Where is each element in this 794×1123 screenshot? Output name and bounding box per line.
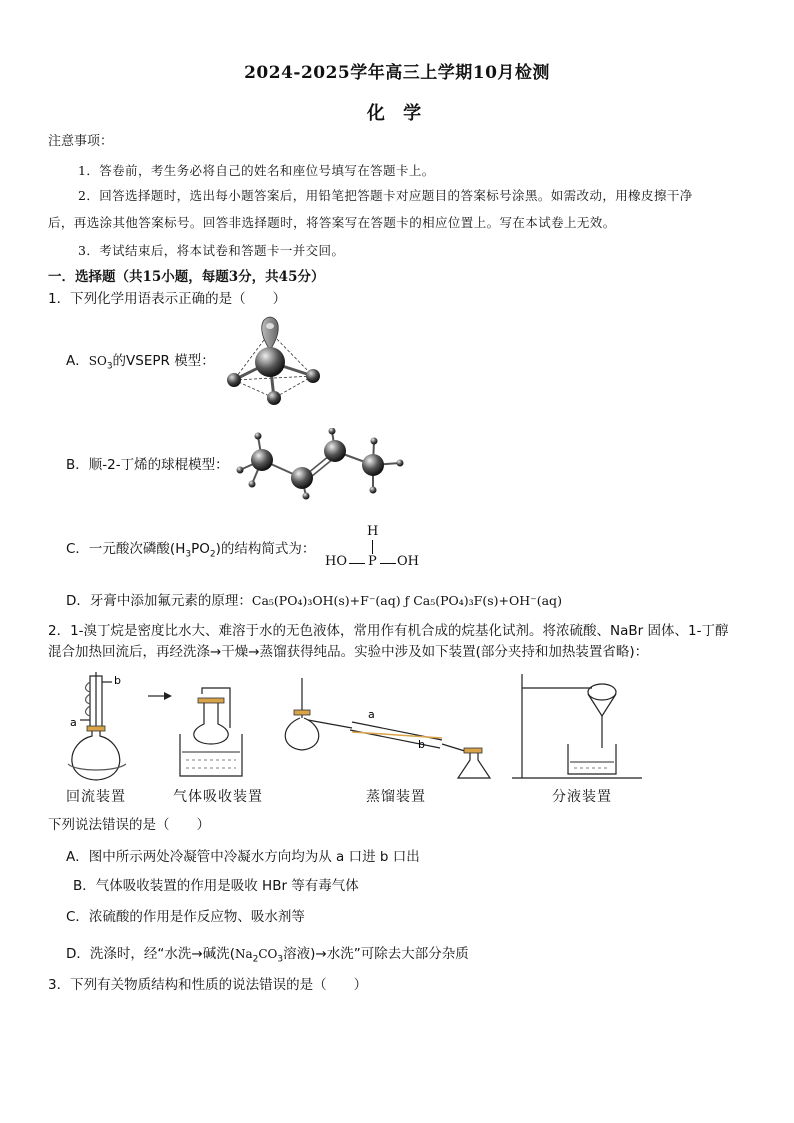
section-heading: 一．选择题（共15小题，每题3分，共45分） [48, 269, 325, 285]
caption-gas-absorber: 气体吸收装置 [173, 789, 263, 805]
q1-stem: 1．下列化学用语表示正确的是（ ） [48, 291, 287, 307]
notice-item-2: 2．回答选择题时，选出每小题答案后，用铅笔把答题卡对应题目的答案标号涂黑。如需改动，用橡皮擦干净 [78, 188, 693, 203]
q1-a-suffix: 的VSEPR 模型： [112, 353, 215, 369]
q1-a-prefix: A． [66, 353, 89, 369]
notice-item-1: 1．答卷前，考生务必将自己的姓名和座位号填写在答题卡上。 [78, 163, 435, 178]
q1-a-formula: SO [88, 354, 107, 368]
h3po2-structure [325, 524, 421, 574]
q1-d-prefix: D．牙膏中添加氟元素的原理： [66, 593, 252, 609]
reflux-label-b: b [114, 674, 121, 687]
q2-d-s1: 2 [252, 954, 259, 965]
q1-d-equation: Ca₅(PO₄)₃OH(s)+F⁻(aq) ƒ Ca₅(PO₄)₃F(s)+OH⁻(aq) [251, 593, 562, 608]
reflux-label-a: a [70, 716, 77, 729]
notice-item-3: 3．考试结束后，将本试卷和答题卡一并交回。 [78, 243, 345, 258]
struct-bond-left [349, 563, 365, 564]
q2-d-prefix: D．洗涤时，经“水洗→碱洗( [66, 946, 235, 962]
q1-c-suffix: )的结构简式为： [215, 541, 316, 557]
notice-item-2-cont: 后，再选涂其他答案标号。回答非选择题时，将答案写在答题卡的相应位置上。写在本试卷上无效。 [48, 215, 616, 230]
q1-option-d [66, 591, 562, 611]
caption-distillation: 蒸馏装置 [366, 789, 426, 805]
exam-subject: 化 学 [366, 103, 428, 124]
exam-title: 2024-2025学年高三上学期10月检测 [244, 63, 550, 83]
notice-heading: 注意事项： [48, 134, 114, 149]
q2-option-a: A．图中所示两处冷凝管中冷凝水方向均为从 a 口进 b 口出 [66, 849, 420, 865]
q1-option-a [66, 352, 215, 377]
caption-reflux: 回流装置 [66, 789, 126, 805]
caption-separatory: 分液装置 [552, 789, 612, 805]
q2-d-s2: 3 [277, 954, 284, 965]
q1-c-prefix: C．一元酸次磷酸(H [66, 541, 186, 557]
q2-d-suffix: 溶液)→水洗”可除去大部分杂质 [283, 946, 469, 962]
q2-option-b: B．气体吸收装置的作用是吸收 HBr 等有毒气体 [73, 878, 359, 894]
so3-vsepr-model-figure [220, 312, 330, 412]
cis-2-butene-model-figure [232, 428, 412, 500]
distill-label-a: a [368, 708, 375, 721]
struct-h: H [367, 524, 379, 539]
struct-bond-vertical [372, 540, 373, 554]
q3-stem: 3．下列有关物质结构和性质的说法错误的是（ ） [48, 977, 368, 993]
q1-a-sub: 3 [106, 361, 113, 372]
struct-bond-right [380, 563, 396, 564]
q2-option-d [66, 945, 469, 970]
q1-option-c [66, 540, 315, 565]
q2-stem-line2: 混合加热回流后，再经洗涤→干燥→蒸馏获得纯品。实验中涉及如下装置(部分夹持和加热装置省略)： [48, 644, 649, 660]
q2-stem-line1: 2．1-溴丁烷是密度比水大、难溶于水的无色液体，常用作有机合成的烷基化试剂。将浓硫酸、NaBr 固体、1-丁醇 [48, 623, 729, 639]
apparatus-figure [52, 668, 692, 788]
q2-option-c: C．浓硫酸的作用是作反应物、吸水剂等 [66, 909, 305, 925]
struct-p: P [368, 554, 377, 569]
q2-d-f1: Na [234, 947, 253, 961]
q1-c-mid: PO [191, 541, 210, 557]
q1-c-sub1: 3 [185, 549, 192, 560]
struct-oh: OH [397, 554, 419, 569]
q2-d-f2: CO [258, 947, 278, 961]
q1-option-b: B．顺-2-丁烯的球棍模型： [66, 457, 229, 473]
q2-question: 下列说法错误的是（ ） [48, 817, 210, 833]
q1-c-sub2: 2 [209, 549, 216, 560]
struct-ho: HO [325, 554, 347, 569]
distill-label-b: b [418, 738, 425, 751]
arrow-icon [164, 692, 172, 700]
